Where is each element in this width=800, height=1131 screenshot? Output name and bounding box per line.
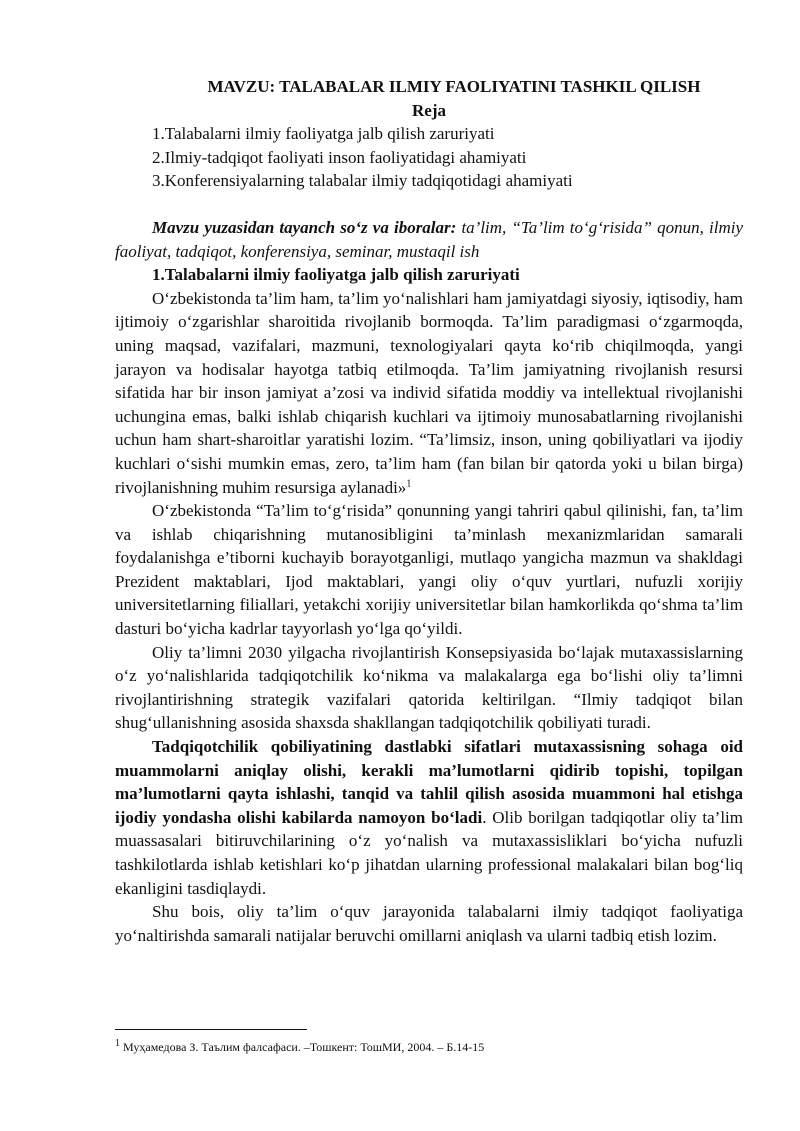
keywords-label: Mavzu yuzasidan tayanch so‘z va iboralar: [152,217,457,237]
keywords-paragraph [115,216,743,263]
paragraph-1-text: O‘zbekistonda ta’lim ham, ta’lim yo‘nalishlari ham jamiyatdagi siyosiy, iqtisodiy, ham ijtimoiy o‘zgarishlar sharoitida rivojlanib bormoqda. Ta’lim paradigmasi o‘zgarmoqda, uning maqsad, vazifalari, mazmuni, texnologiyalari qayta ko‘rib chiqilmoqda, yangi jarayon va hodisalar hayotga tatbiq etilmoqda. Ta’lim jamiyatning rivojlanish resursi sifatida har bir inson jamiyat a’zosi va individ sifatida moddiy va intellektual rivojlanishi uchungina emas, balki ishlab chiqarish kuchlari va ijtimoiy munosabatlarning rivojlanishi uchun ham shart-sharoitlar yaratishi lozim. “Ta’limsiz, inson, uning qobiliyatlari va ijodiy kuchlari o‘sishi mumkin emas, zero, ta’lim ham (fan bilan bir qatorda yoki u bilan birga) rivojlanishning muhim resursiga aylanadi» [115,288,743,497]
plan-item: 3.Konferensiyalarning talabalar ilmiy tadqiqotidagi ahamiyati [152,171,573,191]
footnote-reference[interactable]: 1 [406,477,412,489]
footnote [115,1040,484,1055]
footnote-text: Муҳамедова З. Таълим фалсафаси. –Тошкент: ТошМИ, 2004. – Б.14-15 [120,1040,485,1054]
paragraph-4 [115,735,743,900]
paragraph-4-bold: Tadqiqotchilik qobiliyatining dastlabki sifatlari mutaxassisning sohaga oid muammolarni aniqlay olishi, kerakli ma’lumotlarni qidirib topishi, topilgan ma’lumotlarni qayta ishlashi, tanqid va tahlil qilish asosida muammoni hal etishga ijodiy yondasha olishi kabilarda namoyon bo‘ladi [115,737,743,827]
plan-heading: Reja [412,100,446,120]
plan-item: 2.Ilmiy-tadqiqot faoliyati inson faoliyatidagi ahamiyati [152,147,527,167]
document-page [115,75,743,947]
footnote-number: 1 [115,1038,120,1049]
page-title: MAVZU: TALABALAR ILMIY FAOLIYATINI TASHKIL QILISH [207,77,701,96]
paragraph-3: Oliy ta’limni 2030 yilgacha rivojlantirish Konsepsiyasida bo‘lajak mutaxassislarning o‘z yo‘nalishlarida tadqiqotchilik ko‘nikma va malakalarga ega bo‘lishi oliy ta’limni rivojlantirishning strategik vazifalari qatorida keltirilgan. “Ilmiy tadqiqot bilan shug‘ullanishning asosida shaxsda shakllangan tadqiqotchilik qobiliyati turadi. [115,642,743,733]
keywords-text: ta’lim, “Ta’lim to‘g‘risida” qonun, ilmiy faoliyat, tadqiqot, konferensiya, seminar, mustaqil ish [115,217,743,261]
paragraph-1 [115,287,743,499]
footnote-divider [115,1029,307,1030]
section-heading: 1.Talabalarni ilmiy faoliyatga jalb qilish zaruriyati [152,265,520,285]
plan-item: 1.Talabalarni ilmiy faoliyatga jalb qilish zaruriyati [152,124,495,144]
paragraph-4-text: . Olib borilgan tadqiqotlar oliy ta’lim muassasalari bitiruvchilarining o‘z yo‘nalish va mutaxassisliklari bo‘yicha nufuzli tashkilotlarda ishlab ketishlari ko‘p jihatdan ularning professional malakalari bilan bog‘liq ekanligini tasdiqlaydi. [115,807,743,898]
paragraph-5: Shu bois, oliy ta’lim o‘quv jarayonida talabalarni ilmiy tadqiqot faoliyatiga yo‘naltirishda samarali natijalar beruvchi omillarni aniqlash va ularni tadbiq etish lozim. [115,902,743,945]
paragraph-2: O‘zbekistonda “Ta’lim to‘g‘risida” qonunning yangi tahriri qabul qilinishi, fan, ta’lim va ishlab chiqarishning mutanosibligini ta’minlash mexanizmlaridan samarali foydalanishga e’tiborni kuchayib borayotganligi, mutlaqo yangicha mazmun va shakldagi Prezident maktablari, Ijod maktablari, yangi oliy o‘quv yurtlari, nufuzli xorijiy universitetlarning filiallari, yetakchi xorijiy universitetlar bilan hamkorlikda qo‘shma ta’lim dasturi bo‘yicha kadrlar tayyorlash yo‘lga qo‘yildi. [115,501,743,639]
